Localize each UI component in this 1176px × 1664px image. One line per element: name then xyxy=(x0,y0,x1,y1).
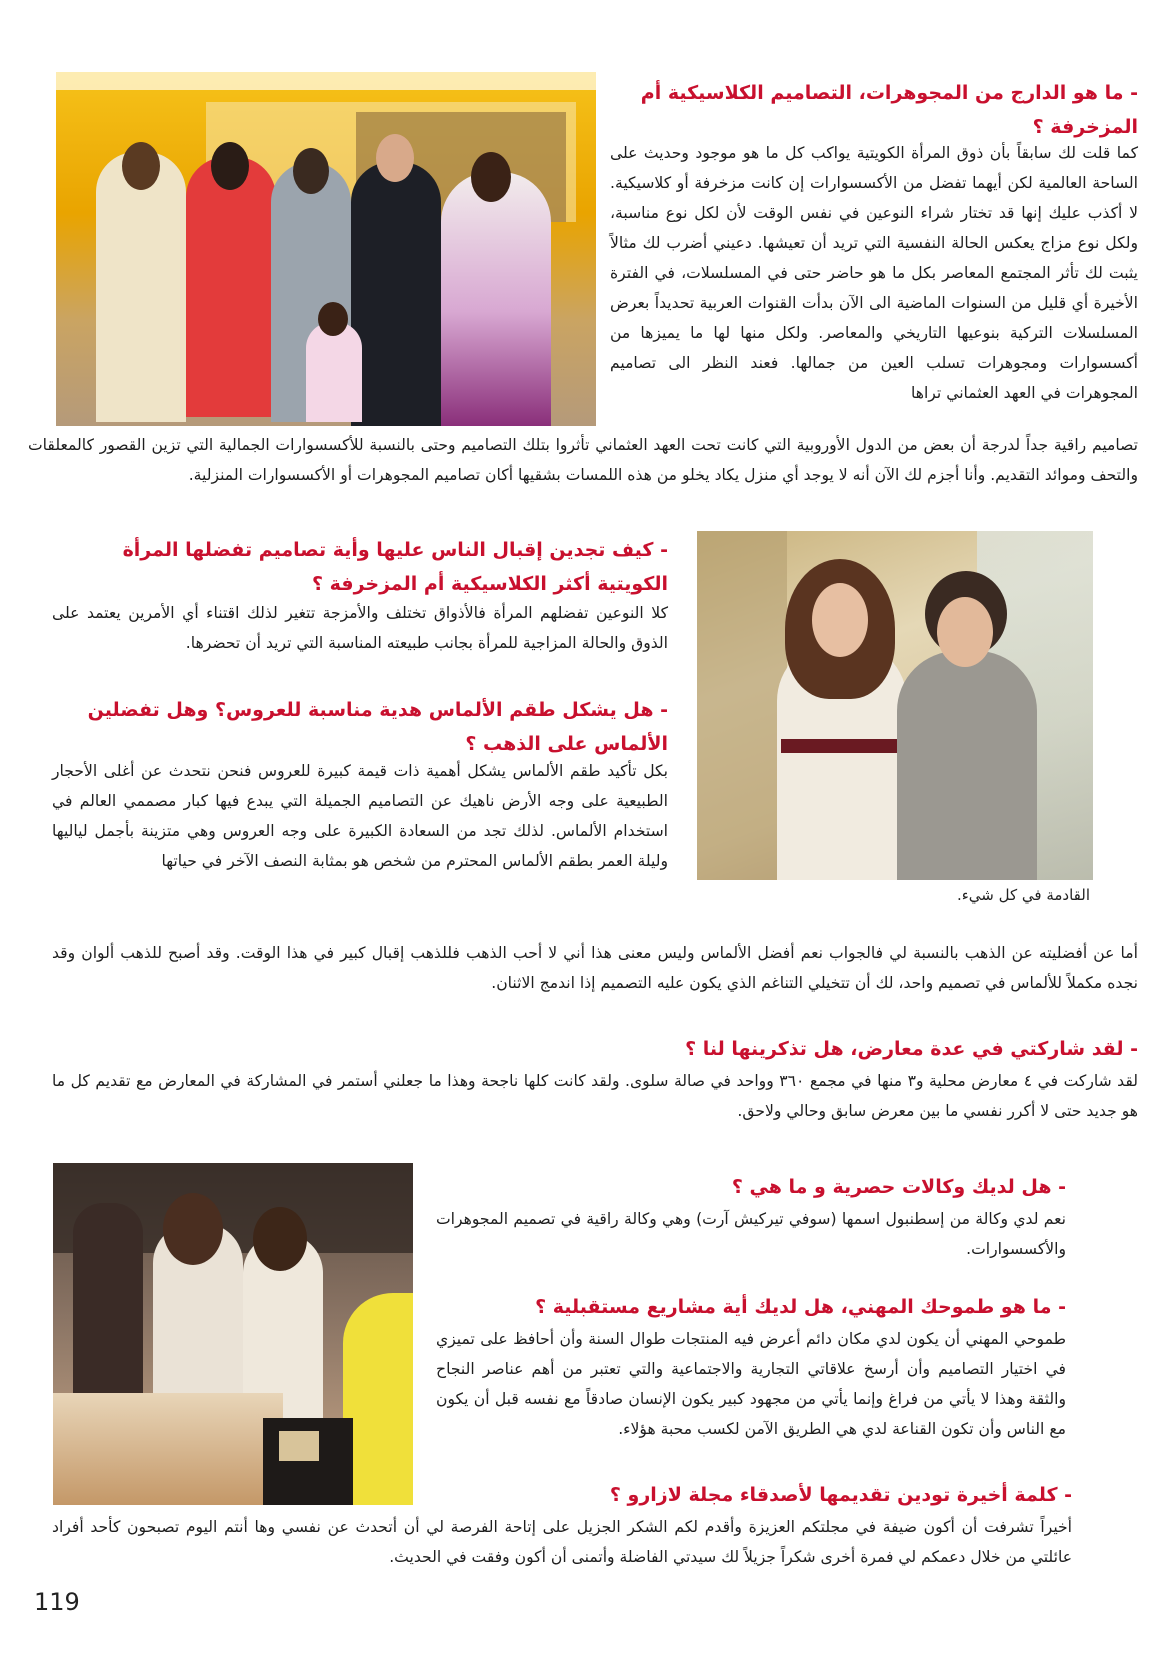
answer-7: أخيراً تشرفت أن أكون ضيفة في مجلتكم العزيزة وأقدم لكم الشكر الجزيل على إتاحة الفرصة لي أن أتحدث عن نفسي وها أنتم اليوم تصبحون كأحد أفراد عائلتي من خلال دعمكم لي فمرة أخرى شكراً جزيلاً لك سيدتي الفاضلة وأتمنى أن أكون وفقت في الحديث. xyxy=(52,1518,1072,1566)
page-number: 119 xyxy=(34,1588,80,1616)
photo-caption: القادمة في كل شيء. xyxy=(956,886,1090,904)
question-6: - ما هو طموحك المهني، هل لديك أية مشاريع مستقبلية ؟ xyxy=(535,1296,1066,1318)
answer-5: نعم لدي وكالة من إسطنبول اسمها (سوفي تيركيش آرت) وهي وكالة راقية في تصميم المجوهرات والأكسسوارات. xyxy=(436,1210,1066,1258)
answer-2: كلا النوعين تفضلهم المرأة فالأذواق تختلف والأمزجة تتغير لذلك اقتناء أي الأمرين يعتمد على الذوق والحالة المزاجية للمرأة بجانب طبيعته المناسبة التي تريد أن تحضرها. xyxy=(52,604,668,652)
group-photo xyxy=(56,72,596,426)
question-5: - هل لديك وكالات حصرية و ما هي ؟ xyxy=(731,1176,1066,1198)
question-1: - ما هو الدارج من المجوهرات، التصاميم الكلاسيكية أم المزخرفة ؟ xyxy=(640,82,1138,138)
question-3: - هل يشكل طقم الألماس هدية مناسبة للعروس؟ وهل تفضلين الألماس على الذهب ؟ xyxy=(87,699,668,755)
question-2: - كيف تجدين إقبال الناس عليها وأية تصاميم تفضلها المرأة الكويتية أكثر الكلاسيكية أم المزخرفة ؟ xyxy=(122,539,668,595)
two-women-photo xyxy=(697,531,1093,880)
answer-4: لقد شاركت في ٤ معارض محلية و٣ منها في مجمع ٣٦٠ وواحد في صالة سلوى. ولقد كانت كلها ناجحة وهذا ما جعلني أستمر في المشاركة في المعارض مع تقديم كل ما هو جديد حتى لا أكرر نفسي ما بين معرض سابق وحالي ولاحق. xyxy=(52,1072,1138,1120)
question-4: - لقد شاركتي في عدة معارض، هل تذكرينها لنا ؟ xyxy=(685,1038,1138,1060)
answer-6: طموحي المهني أن يكون لدي مكان دائم أعرض فيه المنتجات طوال السنة وأن أحافظ على تميزي في اختيار التصاميم وأن أرسخ علاقاتي التجارية والاجتماعية والتي تعتبر من أهم عناصر النجاح والثقة وهذا لا يأتي من فراغ وإنما يأتي من مجهود كبير يكون الإنسان صادقاً مع نفسه قبل أن يكون مع الناس وأن تكون القناعة لدي هي الطريق الآمن لكسب محبة هؤلاء. xyxy=(436,1330,1066,1438)
answer-1-top: كما قلت لك سابقاً بأن ذوق المرأة الكويتية يواكب كل ما هو موجود وحديث على الساحة العالمية لكن أيهما تفضل من الأكسسوارات إن كانت مزخرفة أو كلاسيكية. لا أكذب عليك إنها قد تختار شراء النوعين في نفس الوقت لأن لكل نوع مناسبة، ولكل نوع مزاج يعكس الحالة النفسية التي تريد أن تعيشها. دعيني أضرب لك مثالاً يثبت لك تأثر المجتمع المعاصر بكل ما هو حاضر حتى في المسلسلات، في الفترة الأخيرة أي قليل من السنوات الماضية الى الآن بدأت القنوات العربية تحديداً بعرض المسلسلات التركية بنوعيها التاريخي والمعاصر. ولكل منها لها ما يميزها من أكسسوارات ومجوهرات تسلب العين من جمالها. فعند النظر الى تصاميم المجوهرات في العهد العثماني تراها xyxy=(610,144,1138,402)
answer-3: بكل تأكيد طقم الألماس يشكل أهمية ذات قيمة كبيرة للعروس فنحن نتحدث عن أغلى الأحجار الطبيعية على وجه الأرض ناهيك عن التصاميم الجميلة التي يبدع فيها كبار مصممي العالم في استخدام الألماس. لذلك تجد من السعادة الكبيرة على وجه العروس وهي متزينة بأجمل لياليها وليلة العمر بطقم الألماس المحترم من شخص هو بمثابة النصف الآخر في حياتها xyxy=(52,762,668,870)
question-7: - كلمة أخيرة تودين تقديمها لأصدقاء مجلة لازارو ؟ xyxy=(609,1484,1072,1506)
exhibition-photo xyxy=(53,1163,413,1505)
answer-1-bottom: تصاميم راقية جداً لدرجة أن بعض من الدول الأوروبية التي كانت تحت العهد العثماني تأثروا بتلك التصاميم وحتى بالنسبة للأكسسوارات الجمالية التي تزين القصور كالمعلقات والتحف وموائد التقديم. وأنا أجزم لك الآن أنه لا يوجد أي منزل يكاد يخلو من هذه اللمسات بشقيها أكان تصاميم المجوهرات أو الأكسسوارات المنزلية. xyxy=(28,436,1138,484)
answer-3-continued: أما عن أفضليته عن الذهب بالنسبة لي فالجواب نعم أفضل الألماس وليس معنى هذا أني لا أحب الذهب فللذهب إقبال كبير في هذا الوقت. وقد أصبح للذهب ألوان وقد نجده مكملاً للألماس في تصميم واحد، لك أن تتخيلي التناغم الذي يكون عليه التصميم إذا اندمج الاثنان. xyxy=(52,944,1138,992)
